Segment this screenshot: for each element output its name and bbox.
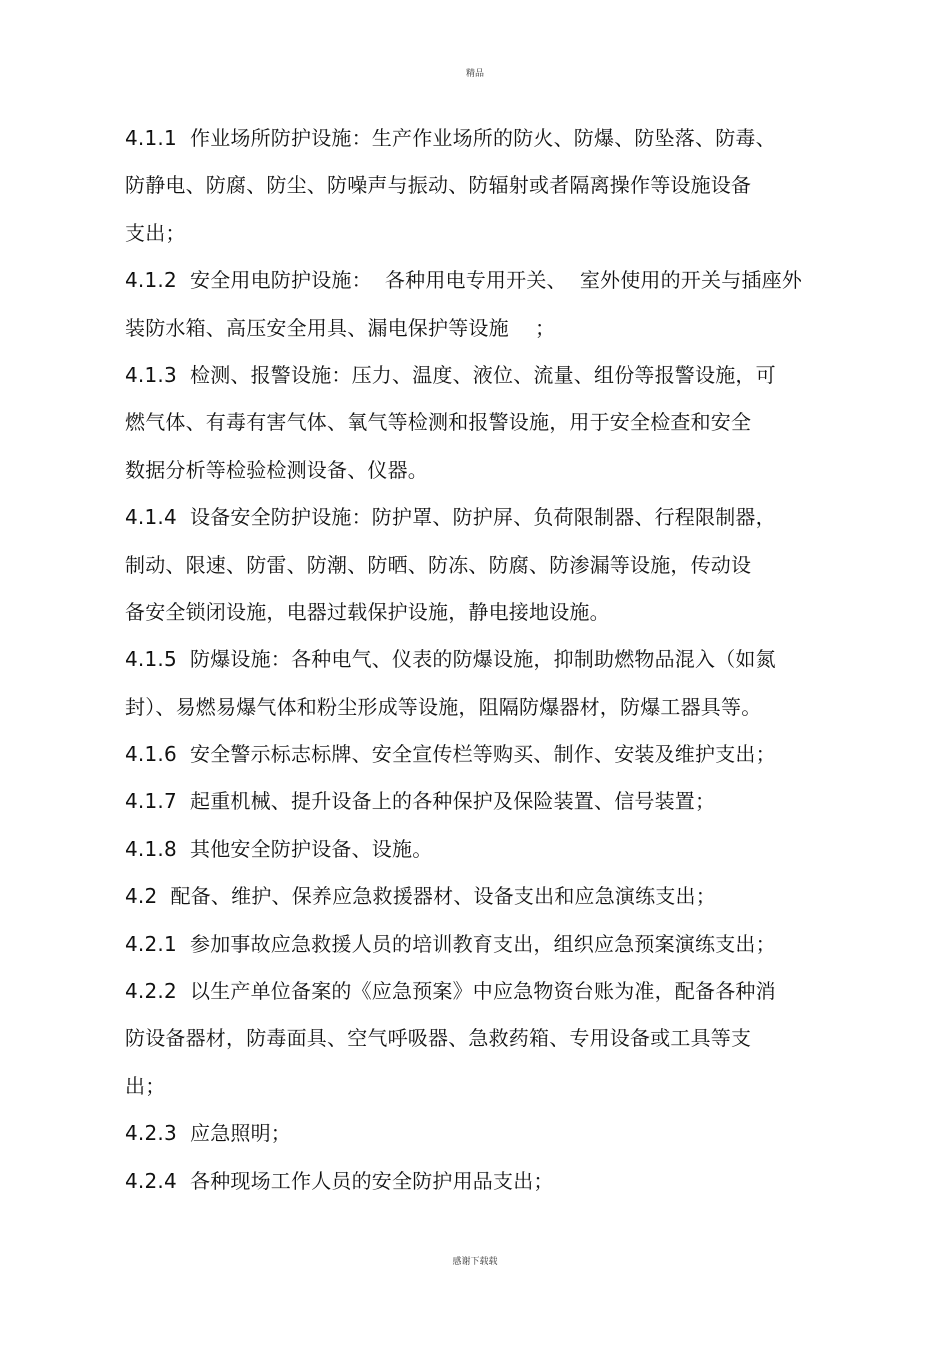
text-line: 4.1.1 作业场所防护设施：生产作业场所的防火、防爆、防坠落、防毒、 — [125, 126, 776, 150]
text-line: 出； — [125, 1073, 166, 1098]
text-line: 4.2.1 参加事故应急救援人员的培训教育支出，组织应急预案演练支出； — [125, 931, 776, 956]
text-line: 4.1.3 检测、报警设施：压力、温度、液位、流量、组份等报警设施，可 — [125, 362, 776, 387]
text-line: 备安全锁闭设施，电器过载保护设施，静电接地设施。 — [125, 599, 610, 624]
text-line: 燃气体、有毒有害气体、氧气等检测和报警设施，用于安全检查和安全 — [125, 410, 752, 435]
text-line: 防静电、防腐、防尘、防噪声与振动、防辐射或者隔离操作等设施设备 — [125, 173, 752, 198]
text-line: 4.2.3 应急照明； — [125, 1121, 292, 1146]
text-line: 4.1.8 其他安全防护设备、设施。 — [125, 836, 433, 861]
text-line: 4.2 配备、维护、保养应急救援器材、设备支出和应急演练支出； — [125, 884, 716, 909]
text-line: 支出； — [125, 220, 186, 245]
text-line: 4.2.2 以生产单位备案的《应急预案》中应急物资台账为准，配备各种消 — [125, 979, 776, 1004]
text-line: 防设备器材，防毒面具、空气呼吸器、急救药箱、专用设备或工具等支 — [125, 1026, 752, 1051]
text-line: 4.1.2 安全用电防护设施： 各种用电专用开关、 室外使用的开关与插座外 — [125, 268, 803, 293]
page-footer: 感谢下载载 — [452, 1257, 498, 1267]
text-line: 4.1.4 设备安全防护设施：防护罩、防护屏、负荷限制器、行程限制器， — [125, 505, 776, 530]
text-line: 4.1.6 安全警示标志标牌、安全宣传栏等购买、制作、安装及维护支出； — [125, 742, 776, 767]
text-line: 4.1.5 防爆设施：各种电气、仪表的防爆设施，抑制助燃物品混入（如氮 — [125, 647, 776, 672]
document-body — [125, 118, 825, 1208]
text-line: 制动、限速、防雷、防潮、防晒、防冻、防腐、防渗漏等设施，传动设 — [125, 552, 752, 577]
text-line: 数据分析等检验检测设备、仪器。 — [125, 457, 428, 482]
text-line: 封）、易燃易爆气体和粉尘形成等设施，阻隔防爆器材，防爆工器具等。 — [125, 694, 762, 719]
text-line: 装防水箱、高压安全用具、漏电保护等设施 ； — [125, 315, 556, 340]
text-line: 4.2.4 各种现场工作人员的安全防护用品支出； — [125, 1168, 554, 1193]
page-header: 精品 — [465, 69, 484, 79]
text-line: 4.1.7 起重机械、提升设备上的各种保护及保险装置、信号装置； — [125, 789, 716, 814]
